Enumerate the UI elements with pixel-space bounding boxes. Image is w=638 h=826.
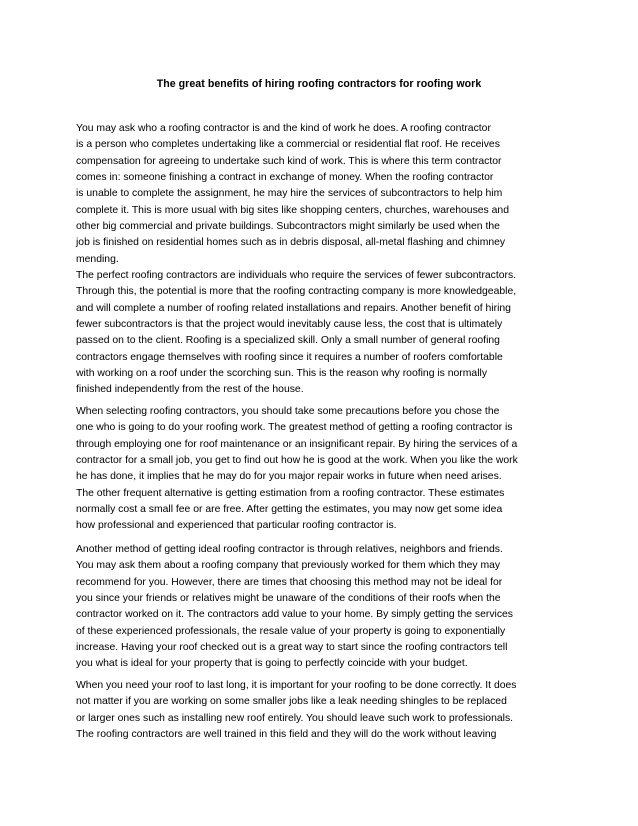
text-line: When you need your roof to last long, it is important for your roofing to be done correctly. It does [76,680,517,691]
text-line: of these experienced professionals, the resale value of your property is going to exponentially [76,625,506,637]
document-title: The great benefits of hiring roofing contractors for roofing work [156,78,482,90]
text-line: Through this, the potential is more that the roofing contracting company is more knowledgeable, [76,286,517,298]
text-line: is unable to complete the assignment, he may hire the services of subcontractors to help him [76,188,503,200]
text-line: contractor worked on it. The contractors add value to your home. By simply getting the services [76,609,514,621]
text-line: contractor for a small job, you get to find out how he is good at the work. When you like the work [76,455,518,467]
text-line: through employing one for roof maintenance or an insignificant repair. By hiring the services of a [76,438,518,450]
text-line: mending. [76,253,119,265]
text-line: Another method of getting ideal roofing contractor is through relatives, neighbors and friends. [76,544,503,555]
text-line: one who is going to do your roofing work. The greatest method of getting a roofing contractor is [76,422,513,434]
text-line: is a person who completes undertaking like a commercial or residential flat roof. He receives [76,139,500,151]
text-line: finished independently from the rest of the house. [76,384,304,396]
text-line: and will complete a number of roofing related installations and repairs. Another benefit of hiring [76,302,511,314]
text-line: normally cost a small fee or are free. After getting the estimates, you may now get some idea [76,504,503,516]
text-line: When selecting roofing contractors, you should take some precautions before you chose the [76,406,500,417]
text-line: how professional and experienced that particular roofing contractor is. [76,520,397,532]
text-line: you since your friends or relatives might be unaware of the conditions of their roofs when the [76,593,501,605]
paragraph-2 [76,268,576,399]
text-line: You may ask them about a roofing company that previously worked for them which they may [76,560,501,572]
text-line: The other frequent alternative is getting estimation from a roofing contractor. These estimates [76,487,505,499]
text-line: he has done, it implies that he may do for you major repair works in future when need arises. [76,471,502,483]
text-line: job is finished on residential homes such as in debris disposal, all-metal flashing and chimney [76,237,506,249]
text-line: contractors engage themselves with roofing since it requires a number of roofers comfortable [76,351,503,363]
text-line: you what is ideal for your property that is going to perfectly coincide with your budget. [76,658,468,670]
text-line: The perfect roofing contractors are individuals who require the services of fewer subcontractors. [76,270,517,281]
text-line: passed on to the client. Roofing is a specialized skill. Only a small number of general roofing [76,335,500,347]
text-line: or larger ones such as installing new roof entirely. You should leave such work to professionals. [76,712,514,724]
paragraph-4 [76,542,576,673]
text-line: The roofing contractors are well trained in this field and they will do the work without leaving [76,729,497,741]
paragraph-1 [76,121,576,268]
text-line: not matter if you are working on some smaller jobs like a leak needing shingles to be replaced [76,696,507,708]
text-line: with working on a roof under the scorching sun. This is the reason why roofing is normally [76,368,488,380]
paragraph-3 [76,404,576,535]
text-line: compensation for agreeing to undertake such kind of work. This is where this term contractor [76,155,502,167]
text-line: comes in: someone finishing a contract in exchange of money. When the roofing contractor [76,172,494,184]
text-line: fewer subcontractors is that the project would inevitably cause less, the cost that is ultimately [76,319,503,331]
text-line: You may ask who a roofing contractor is and the kind of work he does. A roofing contractor [76,123,491,134]
paragraph-5 [76,678,576,743]
text-line: recommend for you. However, there are times that choosing this method may not be ideal for [76,576,503,588]
text-line: other big commercial and private buildings. Subcontractors might similarly be used when the [76,221,500,233]
text-line: complete it. This is more usual with big sites like shopping centers, churches, warehouses and [76,204,509,216]
text-line: increase. Having your roof checked out is a great way to start since the roofing contractors tell [76,642,508,654]
